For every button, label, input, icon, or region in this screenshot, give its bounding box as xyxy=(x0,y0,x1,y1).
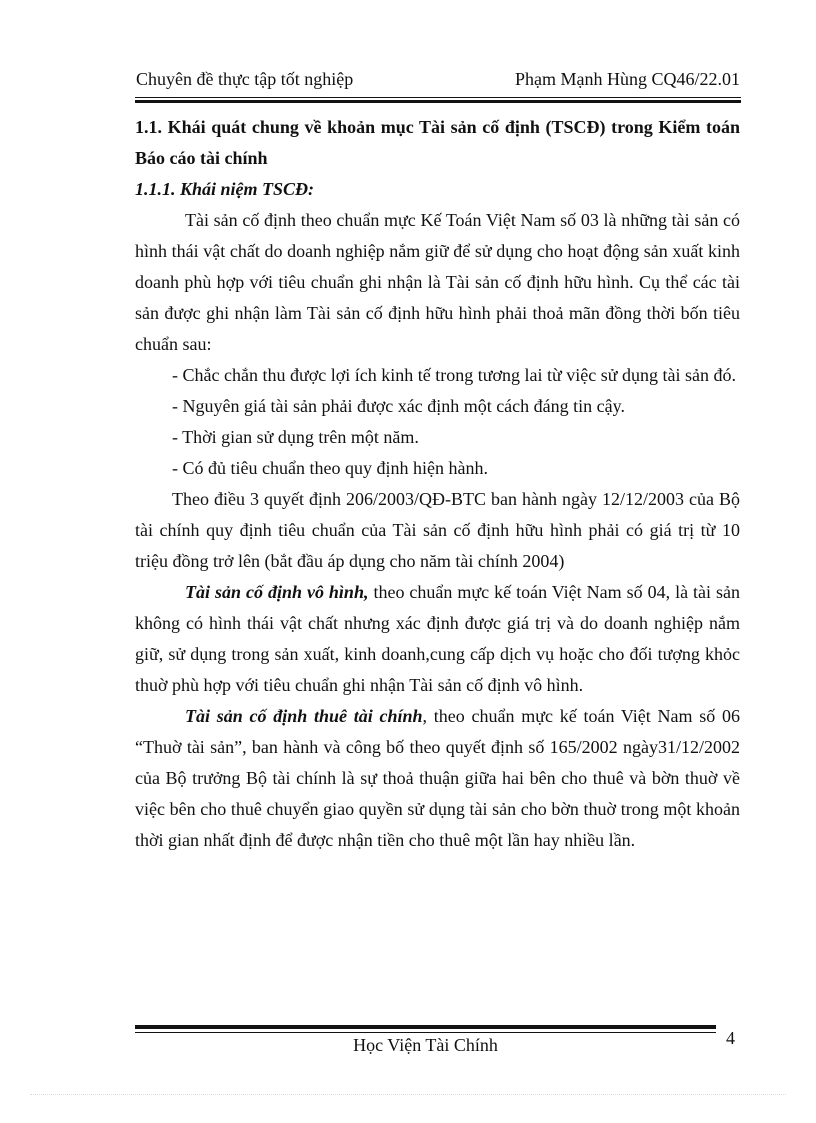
page-header xyxy=(135,66,740,94)
criterion-item: - Nguyên giá tài sản phải được xác định một cách đáng tin cậy. xyxy=(172,396,625,416)
page-bottom-border xyxy=(30,1094,786,1095)
header-title: Chuyên đề thực tập tốt nghiệp xyxy=(136,69,354,89)
section-heading: 1.1. Khái quát chung về khoản mục Tài sản cố định (TSCĐ) trong Kiểm toán Báo cáo tài chính xyxy=(135,117,740,168)
header-divider-thin xyxy=(135,97,741,98)
document-body xyxy=(135,112,740,856)
header-divider-thick xyxy=(135,100,741,103)
paragraph-finance-lease-text: , theo chuẩn mực kế toán Việt Nam số 06 “Thuờ tài sản”, ban hành và công bố theo quyết định số 165/2002 ngày31/12/2002 của Bộ trưởng Bộ tài chính là sự thoả thuận giữa hai bên cho thuê và bờn thuờ về việc bên cho thuê chuyển giao quyền sử dụng tài sản cho bờn thuờ trong một khoản thời gian nhất định để được nhận tiền cho thuê một lần hay nhiều lần. xyxy=(135,706,740,850)
page-number: 4 xyxy=(726,1028,735,1048)
header-author: Phạm Mạnh Hùng CQ46/22.01 xyxy=(515,69,740,89)
term-finance-lease: Tài sản cố định thuê tài chính xyxy=(185,706,423,726)
criterion-item: - Chắc chắn thu được lợi ích kinh tế trong tương lai từ việc sử dụng tài sản đó. xyxy=(172,365,736,385)
paragraph-intangible-text: theo chuẩn mực kế toán Việt Nam số 04, là tài sản không có hình thái vật chất nhưng xác định được giá trị và do doanh nghiệp nắm giữ, sử dụng trong sản xuất, kinh doanh,cung cấp dịch vụ hoặc cho đối tượng khỏc thuờ phù hợp với tiêu chuẩn ghi nhận Tài sản cố định vô hình. xyxy=(135,582,741,695)
term-intangible-assets: Tài sản cố định vô hình, xyxy=(185,582,369,602)
paragraph-finance-lease xyxy=(135,701,740,856)
paragraph-intangible-assets xyxy=(135,577,740,701)
criterion-item: - Thời gian sử dụng trên một năm. xyxy=(172,427,419,447)
footer-institution: Học Viện Tài Chính xyxy=(353,1035,498,1055)
paragraph-definition: Tài sản cố định theo chuẩn mực Kế Toán Việt Nam số 03 là những tài sản có hình thái vật chất do doanh nghiệp nắm giữ để sử dụng cho hoạt động sản xuất kinh doanh phù hợp với tiêu chuẩn ghi nhận là Tài sản cố định hữu hình. Cụ thể các tài sản được ghi nhận làm Tài sản cố định hữu hình phải thoả mãn đồng thời bốn tiêu chuẩn sau: xyxy=(135,210,740,354)
footer-divider-thin xyxy=(135,1032,716,1033)
footer-divider-thick xyxy=(135,1025,716,1029)
criterion-item: - Có đủ tiêu chuẩn theo quy định hiện hành. xyxy=(172,458,488,478)
subsection-heading: 1.1.1. Khái niệm TSCĐ: xyxy=(135,179,315,199)
paragraph-regulation: Theo điều 3 quyết định 206/2003/QĐ-BTC ban hành ngày 12/12/2003 của Bộ tài chính quy định tiêu chuẩn của Tài sản cố định hữu hình phải có giá trị từ 10 triệu đồng trở lên (bắt đầu áp dụng cho năm tài chính 2004) xyxy=(135,489,740,571)
